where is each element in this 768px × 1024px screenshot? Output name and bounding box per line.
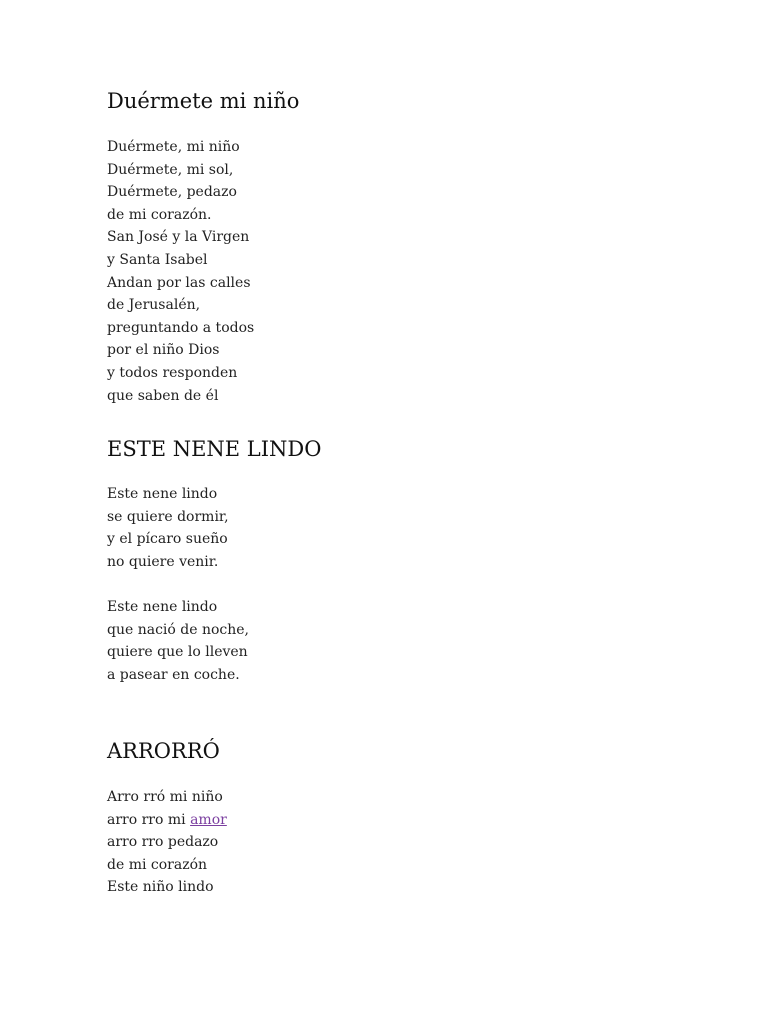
- verse-line: por el niño Dios: [107, 342, 220, 359]
- stanza: [107, 786, 227, 899]
- verse-line: Este nene lindo: [107, 599, 218, 615]
- verse-line-text: arro rro mi: [107, 811, 191, 828]
- verse-line: arro rro pedazo: [107, 834, 219, 851]
- verse-line: y todos responden: [107, 364, 238, 381]
- stanza: [107, 136, 254, 407]
- verse-line: y el pícaro sueño: [107, 531, 228, 548]
- verse-line: Este niño lindo: [107, 879, 214, 896]
- verse-line: Este nene lindo: [107, 486, 218, 502]
- verse-line: no quiere venir.: [107, 553, 219, 570]
- verse-line: de Jerusalén,: [107, 297, 201, 314]
- stanza: [107, 483, 229, 573]
- verse-line: y Santa Isabel: [107, 251, 208, 268]
- stanza: [107, 596, 249, 686]
- verse-line: de mi corazón.: [107, 206, 212, 223]
- verse-line: Duérmete, mi niño: [107, 139, 240, 155]
- song-title: ARRORRÓ: [107, 739, 220, 763]
- amor-link[interactable]: amor: [190, 811, 227, 828]
- verse-line: Duérmete, pedazo: [107, 184, 237, 201]
- verse-line: Arro rró mi niño: [107, 789, 223, 805]
- song-title: ESTE NENE LINDO: [107, 437, 322, 461]
- verse-line: preguntando a todos: [107, 319, 255, 336]
- verse-line: quiere que lo lleven: [107, 644, 248, 661]
- verse-line-with-link: [107, 809, 227, 832]
- verse-line: San José y la Virgen: [107, 229, 250, 246]
- verse-line: Andan por las calles: [107, 274, 251, 291]
- verse-line: se quiere dormir,: [107, 508, 229, 525]
- verse-line: que nació de noche,: [107, 621, 250, 638]
- verse-line: a pasear en coche.: [107, 666, 240, 683]
- song-title: Duérmete mi niño: [107, 89, 300, 113]
- verse-line: que saben de él: [107, 387, 219, 404]
- verse-line: Duérmete, mi sol,: [107, 161, 234, 178]
- verse-line: de mi corazón: [107, 856, 208, 873]
